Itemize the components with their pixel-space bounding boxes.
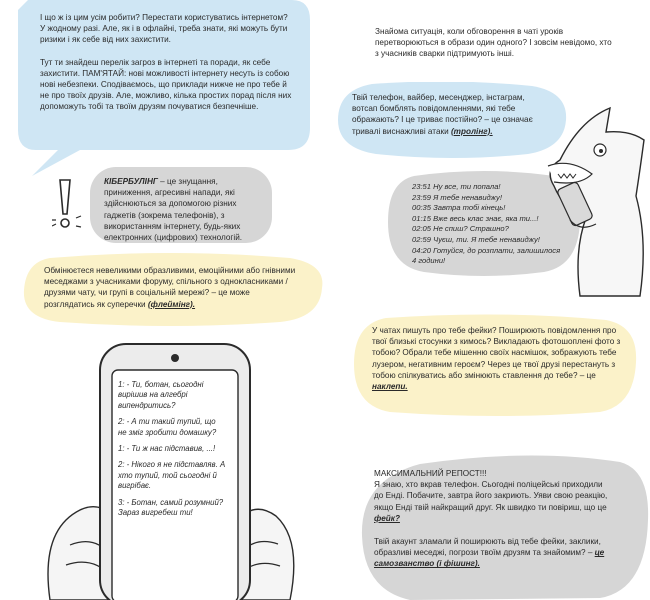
cyberbullying-text: – це знущання, приниження, агресивні напади, які здійснюються за допомогою різних гаджетів (зокрема телефонів), з використанням інтернету, будь-яких електронних (цифрових) технологій. xyxy=(104,177,243,243)
message-3: 00:35 Завтра тобі кінець! xyxy=(412,203,506,213)
cyberbullying-definition xyxy=(104,176,266,243)
phishing-message xyxy=(374,536,614,570)
phone-chat xyxy=(118,380,226,518)
repost-title: МАКСИМАЛЬНИЙ РЕПОСТ!!! xyxy=(374,469,487,478)
slander-text: У чатах пишуть про тебе фейки? Поширюють повідомлення про твої близькі стосунки з кимось? Викладають фотошоплені фото з тобою? Обрали тебе мішенню своїх насмішок, зображують тебе лузером, негативним героєм? Через це твої друзі перестануть з тобою спілкуватись або змінюють ставлення до тебе? – це xyxy=(372,326,621,380)
slander-term: наклепи. xyxy=(372,382,408,392)
phone-chat-line-4: 2: - Нікого я не підставляв. А хто тупий, той сьогодні й вигрібає. xyxy=(118,460,226,491)
message-7: 04:20 Готуйся, до розплати, залишилося 4 години! xyxy=(412,245,561,266)
message-2: 23:59 Я тебе ненавиджу! xyxy=(412,192,502,202)
cyberbullying-term: КІБЕРБУЛІНГ xyxy=(104,177,158,186)
phishing-term: це самозванство (і фішинг). xyxy=(374,548,605,569)
intro-block xyxy=(40,12,295,113)
phishing-text: Твій акаунт зламали й поширюють від тебе фейки, заклики, образливі меседжі, погрози твоїм друзям та знайомим? – xyxy=(374,537,601,558)
message-4: 01:15 Вже весь клас знає, яка ти...! xyxy=(412,213,539,223)
right-intro: Знайома ситуація, коли обговорення в чаті уроків перетворюються в образи один одного? І зовсім невідомо, хто з учасників сварки підтримують інші. xyxy=(375,27,612,59)
intro-paragraph-1: І що ж із цим усім робити? Перестати користуватись інтернетом? У жодному разі. Але, як і в офлайні, треба знати, які можуть бути ризики і як себе від них захистити. xyxy=(40,13,288,45)
trolling-block xyxy=(352,92,552,137)
exclamation-icon xyxy=(52,176,82,232)
flaming-term: (флеймінг). xyxy=(147,299,196,309)
flaming-text: Обмінюєтеся невеликими образливими, емоційними або гнівними меседжами з учасниками форуму, спільного з однокласниками / друзями чату, чи групі в соціальній мережі? – це може розглядатись як суперечки xyxy=(44,266,296,309)
wolf-illustration xyxy=(540,100,650,300)
repost-term: фейк? xyxy=(374,513,400,523)
message-1: 23:51 Ну все, ти попала! xyxy=(412,182,501,191)
trolling-text: Твій телефон, вайбер, месенджер, інстаграм, вотсап бомблять повідомленнями, які тебе ображають? І це триває постійно? – це означає тривалі виснажливі атаки xyxy=(352,93,533,136)
repost-block xyxy=(374,468,614,570)
repost-message xyxy=(374,479,614,524)
flaming-block xyxy=(44,265,302,310)
phone-chat-line-3: 1: - Ти ж нас підставив, ...! xyxy=(118,444,216,454)
phone-chat-line-2: 2: - А ти такий тупий, що не зміг зробити домашку? xyxy=(118,417,217,437)
trolling-term: (тролінг). xyxy=(450,126,493,136)
repost-text: Я знаю, хто вкрав телефон. Сьогодні поліцейські приходили до Енді. Побачите, завтра його закриють. Уяви свою реакцію, якщо Енді твій найкращий друг. Як швидко ти повіриш, що це xyxy=(374,480,608,512)
message-6: 02:59 Чуєш, ти. Я тебе ненавиджу! xyxy=(412,234,540,244)
slander-block xyxy=(372,325,622,392)
phone-chat-line-1: 1: - Ти, ботан, сьогодні вирішив на алгебрі випендритись? xyxy=(118,380,204,410)
message-5: 02:05 Не спиш? Страшно? xyxy=(412,224,509,234)
intro-paragraph-2: Тут ти знайдеш перелік загроз в інтернеті та поради, як себе захистити. ПАМ'ЯТАЙ: нові можливості інтернету несуть із собою нові небезпеки. Сподіваємось, що приклади нижче не про тебе й не про твоїх друзів. Але, можливо, кілька простих порад після них допоможуть тобі та твоїм друзям почуватися безпечніше. xyxy=(40,57,292,112)
phone-chat-line-5: 3: - Ботан, самий розумний? Зараз вигребеш ти! xyxy=(118,497,224,518)
